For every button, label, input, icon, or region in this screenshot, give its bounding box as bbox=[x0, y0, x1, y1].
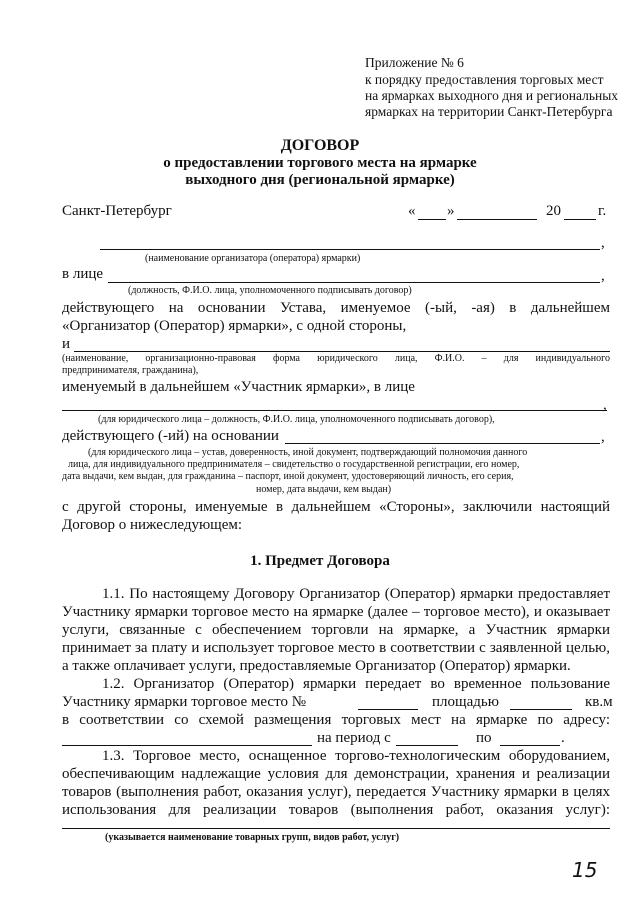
paragraph-line: в соответствии со схемой размещения торговых мест на ярмарке по адресу: bbox=[62, 712, 610, 728]
area-label: площадью bbox=[432, 694, 499, 710]
acting-text: «Организатор (Оператор) ярмарки», с одной стороны, bbox=[62, 318, 407, 334]
basis-hint: лица, для индивидуального предпринимателя – свидетельство о государственной регистрации, его номер, bbox=[68, 459, 520, 470]
other-side-text: Договор о нижеследующем: bbox=[62, 517, 243, 533]
acting-basis-blank[interactable] bbox=[285, 443, 600, 444]
basis-hint: (для юридического лица – устав, доверенность, иной документ, подтверждающий полномочия данного bbox=[88, 447, 528, 458]
period-from-blank[interactable] bbox=[396, 745, 458, 746]
paragraph-line: товаров (выполнения работ, оказания услуг), передается Участнику ярмарки в целях bbox=[62, 784, 610, 800]
participant-rep-hint: (для юридического лица – должность, Ф.И.О. лица, уполномоченного подписывать договор), bbox=[98, 414, 495, 425]
appendix-line: на ярмарках выходного дня и региональных bbox=[365, 88, 619, 103]
participant-named-text: именуемый в дальнейшем «Участник ярмарки», в лице bbox=[62, 379, 415, 395]
date-year-blank[interactable] bbox=[564, 219, 596, 220]
paragraph-line: Участнику ярмарки торговое место на ярмарке (далее – торговое место), и оказывает bbox=[62, 604, 610, 620]
basis-hint: номер, дата выдачи, кем выдан) bbox=[256, 484, 392, 495]
date-day-blank[interactable] bbox=[418, 219, 446, 220]
document-subtitle: о предоставлении торгового места на ярмарке bbox=[163, 155, 477, 171]
other-side-text: с другой стороны, именуемые в дальнейшем «Стороны», заключили настоящий bbox=[62, 499, 610, 515]
participant-rep-blank[interactable] bbox=[62, 410, 607, 411]
period-from-label: на период с bbox=[317, 730, 391, 746]
paragraph-line: обеспечивающим надлежащие условия для демонстрации, хранения и реализации bbox=[62, 766, 610, 782]
participant-hint: (наименование, организационно-правовая форма юридического лица, Ф.И.О. – для индивидуального bbox=[62, 353, 610, 364]
goods-blank[interactable] bbox=[62, 828, 610, 829]
participant-name-blank[interactable] bbox=[74, 351, 610, 352]
city: Санкт-Петербург bbox=[62, 203, 172, 219]
page-number: 15 bbox=[572, 858, 598, 882]
area-blank[interactable] bbox=[510, 709, 572, 710]
date-quote-open: « bbox=[408, 203, 416, 219]
organizer-hint: (наименование организатора (оператора) ярмарки) bbox=[145, 253, 361, 264]
period-to-label: по bbox=[476, 730, 492, 746]
goods-hint: (указывается наименование товарных групп, видов работ, услуг) bbox=[105, 832, 400, 843]
date-year-prefix: 20 bbox=[546, 203, 561, 219]
period-to-blank[interactable] bbox=[500, 745, 560, 746]
place-number-label: Участнику ярмарки торговое место № bbox=[62, 694, 307, 710]
and-label: и bbox=[62, 336, 71, 352]
paragraph-line: 1.3. Торговое место, оснащенное торгово-технологическим оборудованием, bbox=[102, 748, 610, 764]
paragraph-line: 1.1. По настоящему Договору Организатор (Оператор) ярмарки предоставляет bbox=[102, 586, 610, 602]
document-subtitle: выходного дня (региональной ярмарке) bbox=[185, 172, 455, 188]
participant-hint: предпринимателя, гражданина), bbox=[62, 365, 199, 376]
place-number-blank[interactable] bbox=[358, 709, 418, 710]
appendix-line: к порядку предоставления торговых мест bbox=[365, 72, 604, 87]
organizer-name-blank[interactable] bbox=[100, 249, 600, 250]
organizer-rep-blank[interactable] bbox=[108, 282, 600, 283]
acting-basis-label: действующего (-ий) на основании bbox=[62, 428, 279, 444]
appendix-line: ярмарках на территории Санкт-Петербурга bbox=[365, 104, 613, 119]
paragraph-line: а также оплачивает услуги, предоставляемые Организатор (Оператор) ярмарки. bbox=[62, 658, 571, 674]
paragraph-line: принимает за плату и использует торговое место в соответствии с заявленной целью, bbox=[62, 640, 610, 656]
address-blank[interactable] bbox=[62, 745, 312, 746]
date-month-blank[interactable] bbox=[457, 219, 537, 220]
date-quote-close: » bbox=[447, 203, 455, 219]
paragraph-line: использования для реализации товаров (выполнения работ, оказания услуг): bbox=[62, 802, 610, 818]
date-year-suffix: г. bbox=[598, 203, 607, 219]
organizer-rep-hint: (должность, Ф.И.О. лица, уполномоченного подписывать договор) bbox=[128, 285, 412, 296]
paragraph-line: услуги, связанные с обеспечением торговли на ярмарке, а Участник ярмарки bbox=[62, 622, 610, 638]
appendix-number: Приложение № 6 bbox=[365, 55, 464, 70]
paragraph-line: 1.2. Организатор (Оператор) ярмарки передает во временное пользование bbox=[102, 676, 610, 692]
in-person-label: в лице bbox=[62, 266, 104, 282]
document-title: ДОГОВОР bbox=[280, 137, 360, 154]
acting-text: действующего на основании Устава, именуемое (-ый, -ая) в дальнейшем bbox=[62, 300, 610, 316]
area-unit: кв.м bbox=[585, 694, 613, 710]
section-heading: 1. Предмет Договора bbox=[250, 553, 390, 569]
basis-hint: дата выдачи, кем выдан, для гражданина – паспорт, иной документ, удостоверяющий личность, его серия, bbox=[62, 471, 514, 482]
